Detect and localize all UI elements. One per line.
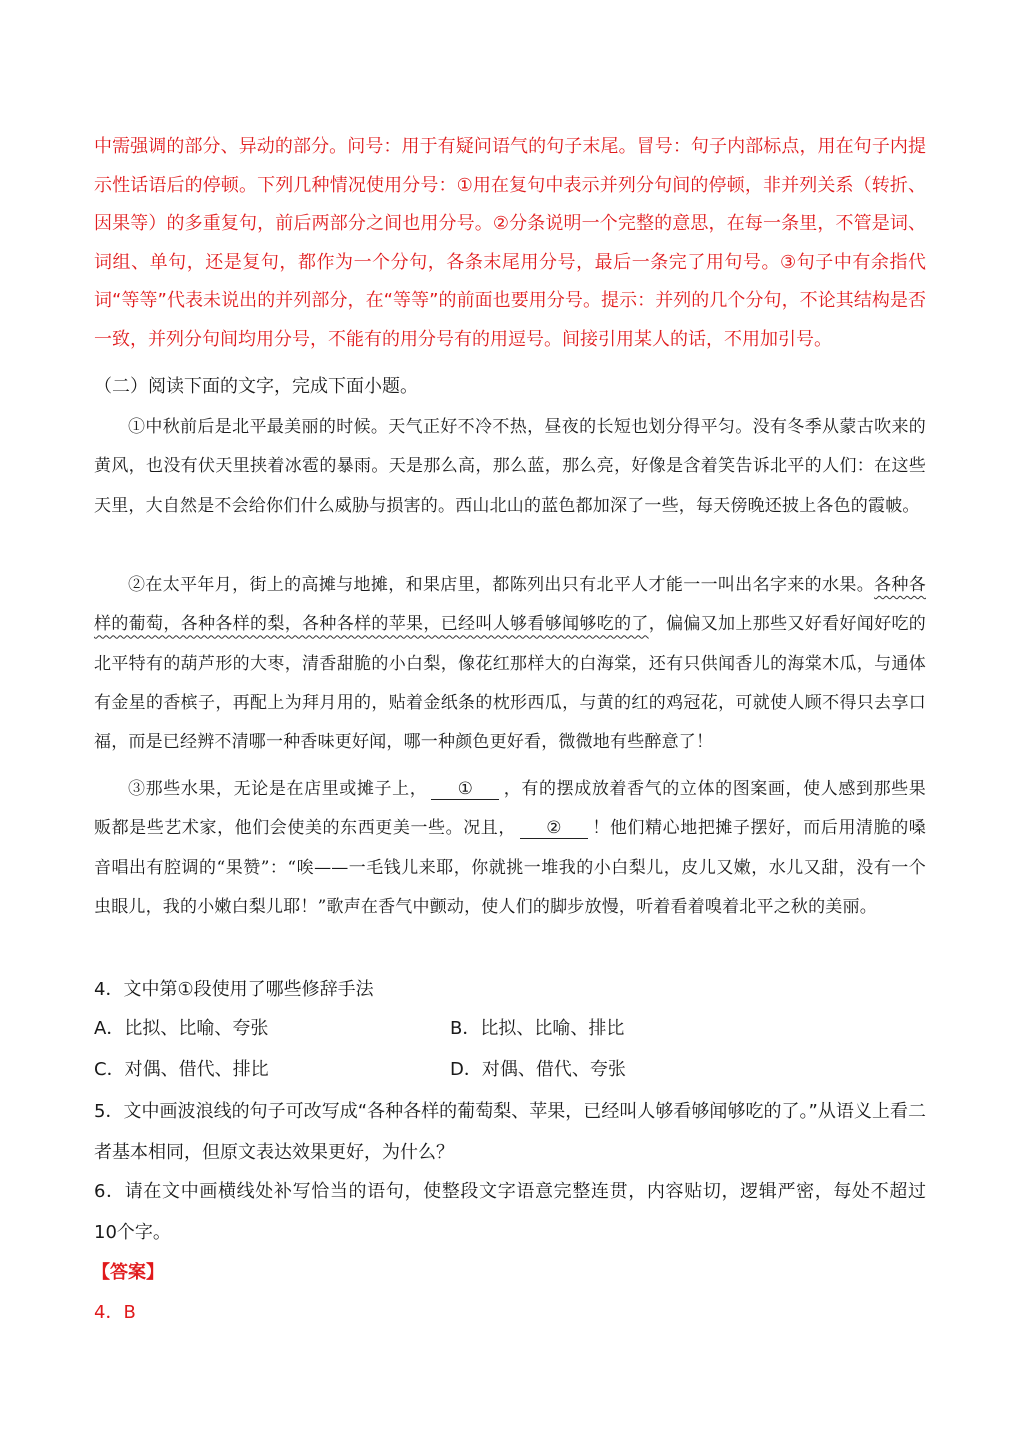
question-5: 5．文中画波浪线的句子可改写成“各种各样的葡萄梨、苹果，已经叫人够看够闻够吃的了。”从语义上看二者基本相同，但原文表达效果更好，为什么？	[94, 1101, 926, 1163]
fill-blank-2: ②	[520, 818, 588, 839]
fill-blank-1: ①	[431, 779, 499, 800]
option-d: D．对偶、借代、夸张	[450, 1059, 626, 1080]
question-6: 6．请在文中画横线处补写恰当的语句，使整段文字语意完整连贯，内容贴切，逻辑严密，每处不超过 10个字。	[94, 1181, 944, 1243]
answer-q4: 4．B	[94, 1302, 136, 1323]
punctuation-notes	[94, 128, 926, 359]
notes-text: 中需强调的部分、异动的部分。问号：用于有疑问语气的句子末尾。冒号：句子内部标点，用在句子内提示性话语后的停顿。下列几种情况使用分号：①用在复句中表示并列分句间的停顿，非并列关系（转折、因果等）的多重复句，前后两部分之间也用分号。②分条说明一个完整的意思，在每一条里，不管是词、词组、单句，还是复句，都作为一个分句，各条末尾用分号，最后一条完了用句号。③句子中有余指代词“等等”代表未说出的并列部分，在“等等”的前面也要用分号。提示：并列的几个分句，不论其结构是否一致，并列分句间均用分号，不能有的用分号有的用逗号。间接引用某人的话，不用加引号。	[94, 136, 926, 350]
answer-heading: 【答案】	[92, 1262, 164, 1283]
passage-paragraph-3	[94, 770, 926, 927]
section-title: （二）阅读下面的文字，完成下面小题。	[94, 376, 418, 397]
option-b: B．比拟、比喻、排比	[450, 1018, 625, 1039]
p2-text-before: ②在太平年月，街上的高摊与地摊，和果店里，都陈列出只有北平人才能一一叫出名字来的水果。	[128, 575, 875, 595]
p3-text-c: ！他们精心地把摊子摆好，而后用清脆的嗓音唱出有腔调的“果赞”：“唉——一毛钱儿来耶，你就挑一堆我的小白梨儿，皮儿又嫩，水儿又甜，没有一个虫眼儿，我的小嫩白梨儿耶！”歌声在香气中颤动，使人们的脚步放慢，听着看着嗅着北平之秋的美丽。	[94, 818, 926, 917]
option-a: A．比拟、比喻、夸张	[94, 1018, 269, 1039]
option-c: C．对偶、借代、排比	[94, 1059, 269, 1080]
p3-text-b: ，有的摆成放着香气的立体的图案画，使人感到那些果贩都是些艺术家，他们会使美的东西更美一些。况且，	[94, 779, 926, 839]
question-4: 4．文中第①段使用了哪些修辞手法	[94, 979, 374, 1000]
passage-paragraph-1: ①中秋前后是北平最美丽的时候。天气正好不冷不热，昼夜的长短也划分得平匀。没有冬季从蒙古吹来的黄风，也没有伏天里挟着冰雹的暴雨。天是那么高，那么蓝，那么亮，好像是含着笑告诉北平的人们：在这些天里，大自然是不会给你们什么威胁与损害的。西山北山的蓝色都加深了一些，每天傍晚还披上各色的霞帔。	[94, 417, 926, 516]
wavy-underlined-sentence: 各种各样的葡萄，各种各样的梨，各种各样的苹果，已经叫人够看够闻够吃的了	[94, 575, 926, 635]
p2-text-after: ，偏偏又加上那些又好看好闻好吃的北平特有的葫芦形的大枣，清香甜脆的小白梨，像花红那样大的白海棠，还有只供闻香儿的海棠木瓜，与通体有金星的香槟子，再配上为拜月用的，贴着金纸条的枕形西瓜，与黄的红的鸡冠花，可就使人顾不得只去享口福，而是已经辨不清哪一种香味更好闻，哪一种颜色更好看，微微地有些醉意了！	[94, 614, 926, 753]
passage-paragraph-2	[94, 566, 926, 762]
p3-text-a: ③那些水果，无论是在店里或摊子上，	[128, 779, 428, 799]
